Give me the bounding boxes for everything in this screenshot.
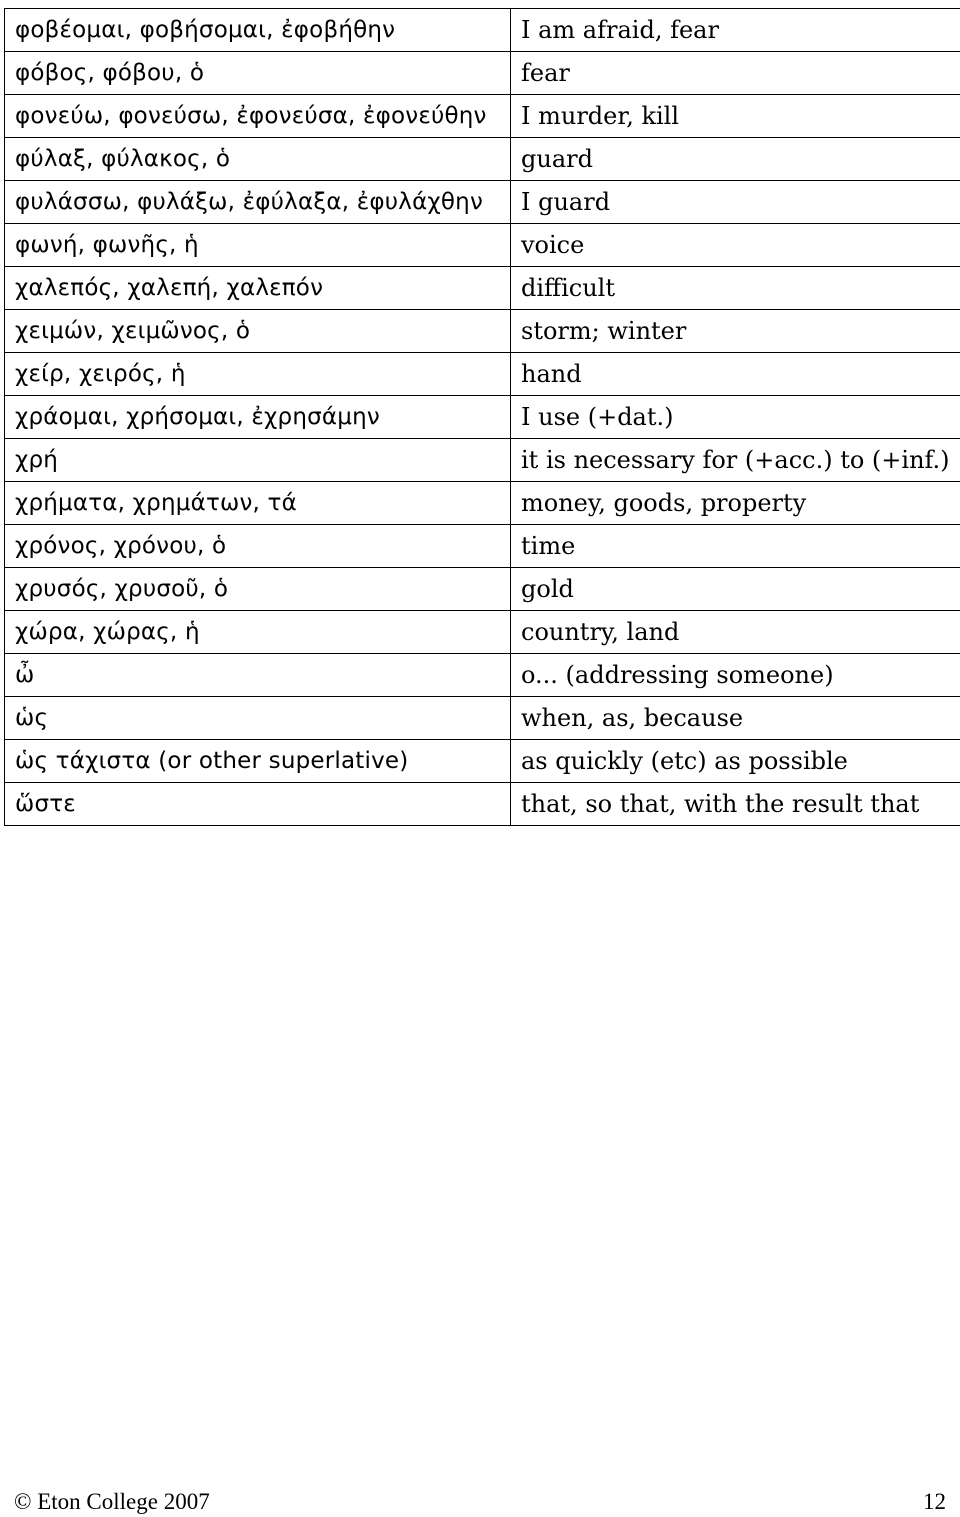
greek-term: χρόνος, χρόνου, ὁ xyxy=(5,525,511,568)
english-meaning: money, goods, property xyxy=(511,482,960,525)
table-row xyxy=(5,224,960,267)
greek-term: χρή xyxy=(5,439,511,482)
greek-term: χαλεπός, χαλεπή, χαλεπόν xyxy=(5,267,511,310)
table-row xyxy=(5,267,960,310)
greek-term: ὦ xyxy=(5,654,511,697)
english-meaning: that, so that, with the result that xyxy=(511,783,960,826)
english-meaning: o... (addressing someone) xyxy=(511,654,960,697)
table-row xyxy=(5,611,960,654)
greek-term: χρυσός, χρυσοῦ, ὁ xyxy=(5,568,511,611)
greek-term: χρήματα, χρημάτων, τά xyxy=(5,482,511,525)
table-row xyxy=(5,396,960,439)
greek-term: χράομαι, χρήσομαι, ἐχρησάμην xyxy=(5,396,511,439)
greek-term: ὡς xyxy=(5,697,511,740)
english-meaning: country, land xyxy=(511,611,960,654)
english-meaning: hand xyxy=(511,353,960,396)
vocabulary-table xyxy=(4,8,960,826)
greek-term: φοβέομαι, φοβήσομαι, ἐφοβήθην xyxy=(5,9,511,52)
english-meaning: it is necessary for (+acc.) to (+inf.) xyxy=(511,439,960,482)
table-row xyxy=(5,310,960,353)
greek-term: χείρ, χειρός, ἡ xyxy=(5,353,511,396)
vocabulary-table-body xyxy=(5,9,960,826)
english-meaning: I guard xyxy=(511,181,960,224)
english-meaning: fear xyxy=(511,52,960,95)
table-row xyxy=(5,697,960,740)
table-row xyxy=(5,353,960,396)
table-row xyxy=(5,525,960,568)
english-meaning: guard xyxy=(511,138,960,181)
english-meaning: when, as, because xyxy=(511,697,960,740)
table-row xyxy=(5,138,960,181)
english-meaning: I am afraid, fear xyxy=(511,9,960,52)
greek-term: φυλάσσω, φυλάξω, ἐφύλαξα, ἐφυλάχθην xyxy=(5,181,511,224)
table-row xyxy=(5,482,960,525)
copyright-notice: © Eton College 2007 xyxy=(14,1489,210,1514)
english-meaning: voice xyxy=(511,224,960,267)
greek-term: φωνή, φωνῆς, ἡ xyxy=(5,224,511,267)
table-row xyxy=(5,654,960,697)
greek-term: φονεύω, φονεύσω, ἐφονεύσα, ἐφονεύθην xyxy=(5,95,511,138)
greek-term: χώρα, χώρας, ἡ xyxy=(5,611,511,654)
english-meaning: I use (+dat.) xyxy=(511,396,960,439)
greek-term: φόβος, φόβου, ὁ xyxy=(5,52,511,95)
table-row xyxy=(5,9,960,52)
table-row xyxy=(5,439,960,482)
english-meaning: time xyxy=(511,525,960,568)
page-number: 12 xyxy=(923,1489,946,1514)
greek-term: φύλαξ, φύλακος, ὁ xyxy=(5,138,511,181)
table-row xyxy=(5,52,960,95)
table-row xyxy=(5,740,960,783)
english-meaning: storm; winter xyxy=(511,310,960,353)
table-row xyxy=(5,568,960,611)
table-row xyxy=(5,783,960,826)
greek-term: ὥστε xyxy=(5,783,511,826)
english-meaning: gold xyxy=(511,568,960,611)
english-meaning: difficult xyxy=(511,267,960,310)
greek-term: ὡς τάχιστα (or other superlative) xyxy=(5,740,511,783)
greek-term: χειμών, χειμῶνος, ὁ xyxy=(5,310,511,353)
table-row xyxy=(5,181,960,224)
english-meaning: I murder, kill xyxy=(511,95,960,138)
table-row xyxy=(5,95,960,138)
english-meaning: as quickly (etc) as possible xyxy=(511,740,960,783)
